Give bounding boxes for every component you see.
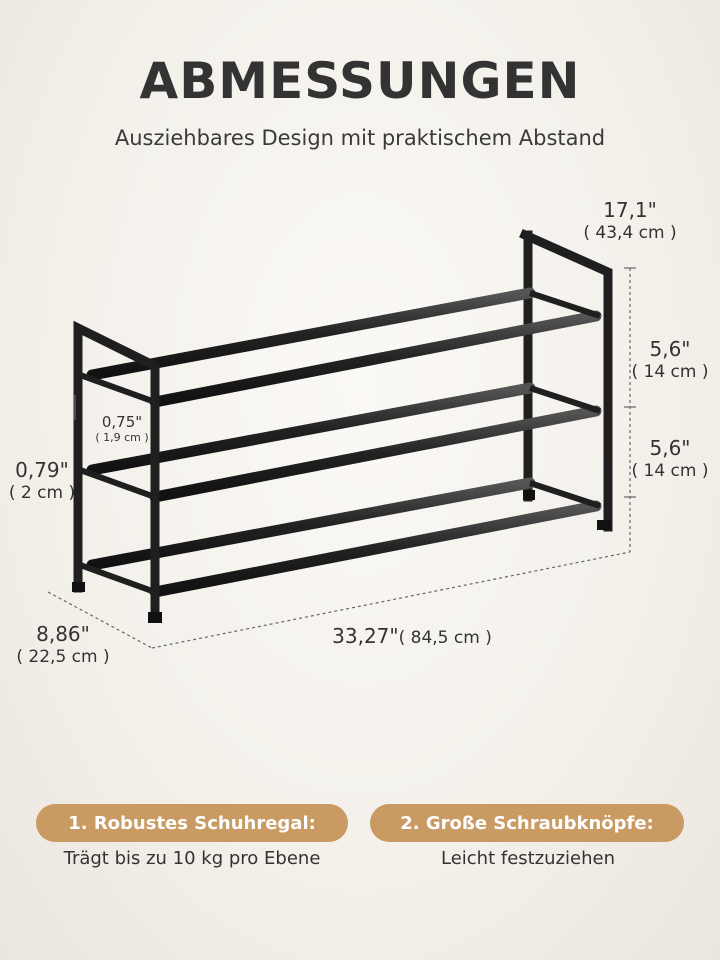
tube-small-label: 0,75" ( 1,9 cm ) (95, 413, 149, 444)
feature-2-badge: 2. Große Schraubknöpfe: (370, 804, 684, 842)
page-title: ABMESSUNGEN (139, 52, 581, 110)
feature-2-text: Leicht festzuziehen (441, 848, 615, 869)
width-label: 33,27"( 84,5 cm ) (332, 624, 492, 648)
tier-upper-label: 5,6" ( 14 cm ) (631, 337, 709, 382)
tier-lower-label: 5,6" ( 14 cm ) (631, 436, 709, 481)
page-subtitle: Ausziehbares Design mit praktischem Abstand (114, 126, 606, 150)
height-total-label: 17,1" ( 43,4 cm ) (583, 198, 677, 243)
shelf-tubes (92, 293, 596, 592)
tube-large-label: 0,79" ( 2 cm ) (8, 458, 76, 503)
depth-label: 8,86" ( 22,5 cm ) (16, 622, 110, 667)
feature-1-text: Trägt bis zu 10 kg pro Ebene (63, 848, 321, 869)
feature-1-badge: 1. Robustes Schuhregal: (36, 804, 348, 842)
